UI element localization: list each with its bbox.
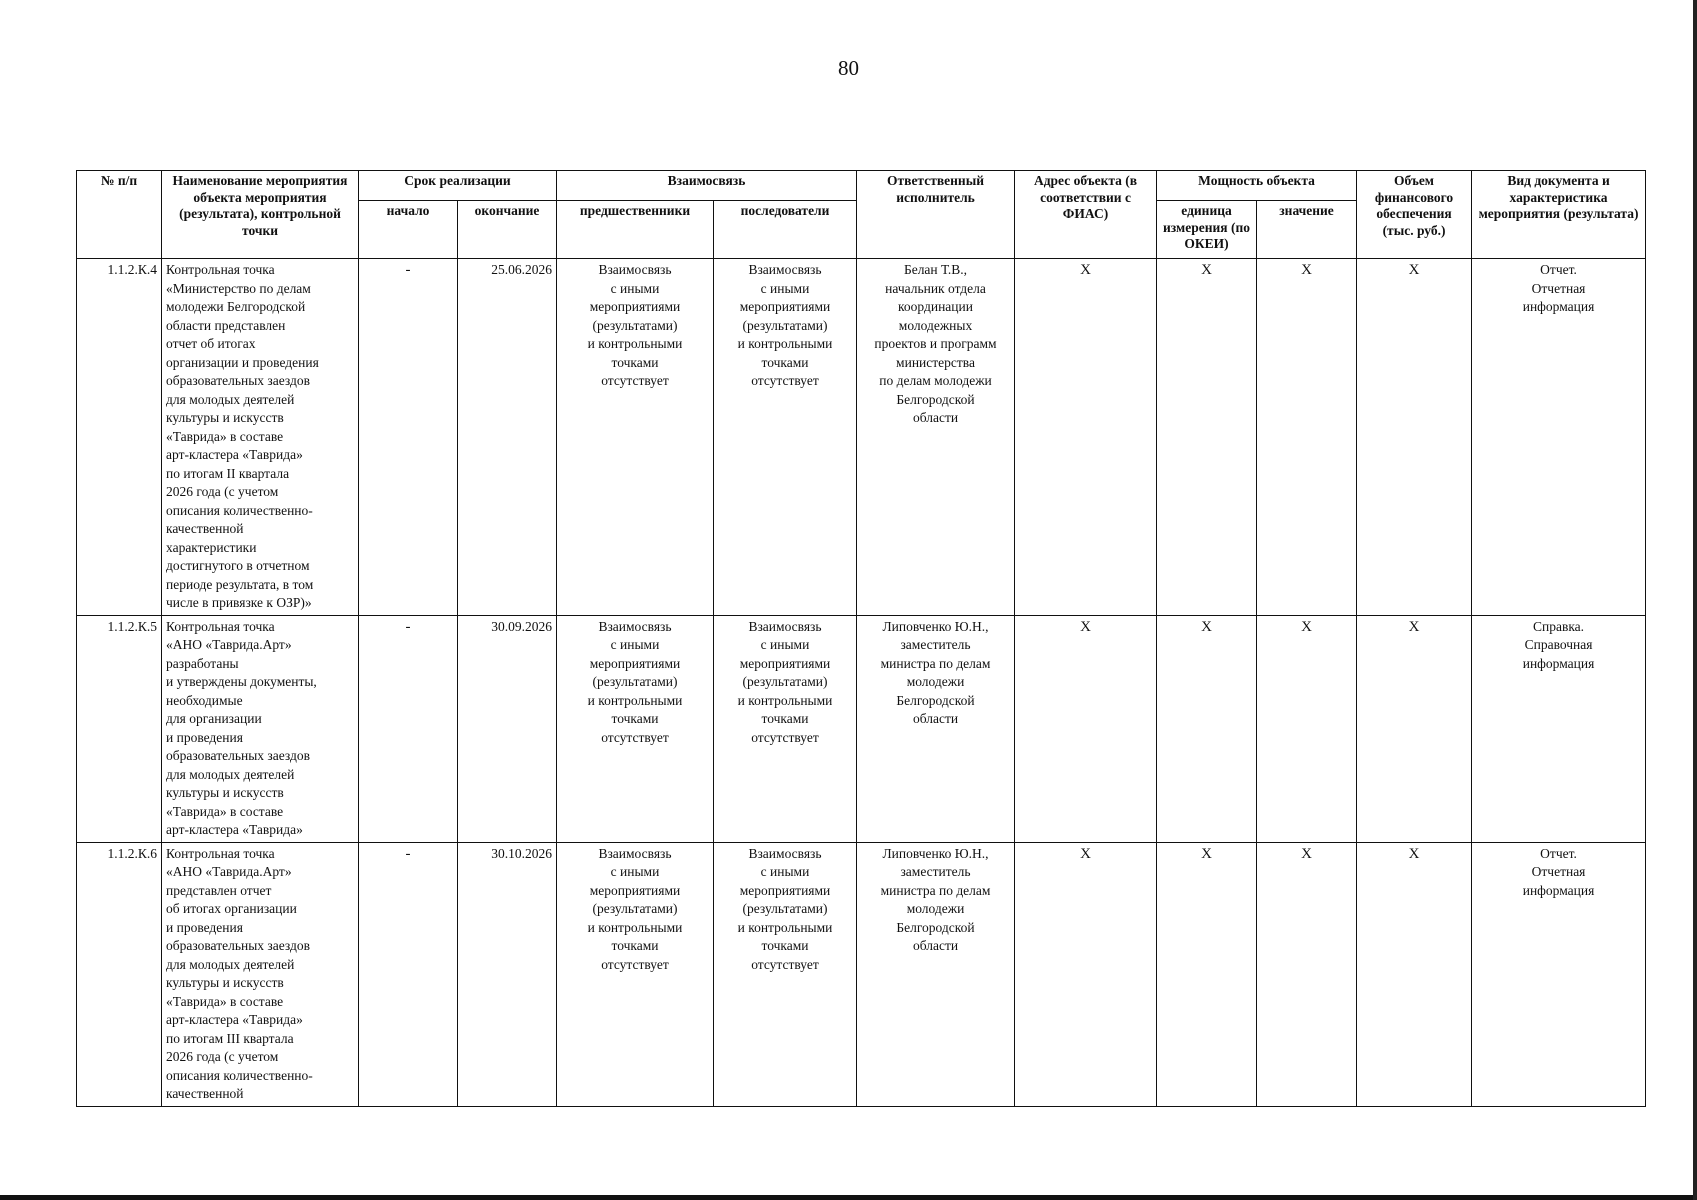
row-doc-type: Отчет. Отчетная информация [1472,842,1646,1106]
header-value: значение [1257,201,1357,259]
header-responsible: Ответственный исполнитель [857,171,1015,259]
header-name: Наименование мероприятия объекта мероприятия (результата), контрольной точки [162,171,359,259]
row-address: Х [1015,615,1157,842]
row-successors: Взаимосвязь с иными мероприятиями (результатами) и контрольными точками отсутствует [714,842,857,1106]
table-row [77,842,1646,1106]
row-num: 1.1.2.К.6 [77,842,162,1106]
row-value: Х [1257,259,1357,616]
row-name: Контрольная точка «АНО «Таврида.Арт» разработаны и утверждены документы, необходимые для организации и проведения образовательных заездов для молодых деятелей культуры и искусств «Таврида» в составе арт-кластера «Таврида» [162,615,359,842]
row-unit: Х [1157,615,1257,842]
row-unit: Х [1157,259,1257,616]
row-value: Х [1257,615,1357,842]
row-doc-type: Отчет. Отчетная информация [1472,259,1646,616]
row-start: - [359,259,458,616]
row-num: 1.1.2.К.5 [77,615,162,842]
table-row [77,615,1646,842]
row-num: 1.1.2.К.4 [77,259,162,616]
header-unit: единица измерения (по ОКЕИ) [1157,201,1257,259]
row-predecessors: Взаимосвязь с иными мероприятиями (результатами) и контрольными точками отсутствует [557,259,714,616]
row-successors: Взаимосвязь с иными мероприятиями (результатами) и контрольными точками отсутствует [714,259,857,616]
row-doc-type: Справка. Справочная информация [1472,615,1646,842]
row-responsible: Липовченко Ю.Н., заместитель министра по делам молодежи Белгородской области [857,615,1015,842]
row-funding: Х [1357,842,1472,1106]
header-num: № п/п [77,171,162,259]
table-header [77,171,1646,259]
row-start: - [359,615,458,842]
row-responsible: Белан Т.В., начальник отдела координации молодежных проектов и программ министерства по делам молодежи Белгородской области [857,259,1015,616]
row-predecessors: Взаимосвязь с иными мероприятиями (результатами) и контрольными точками отсутствует [557,615,714,842]
header-funding: Объем финансового обеспечения (тыс. руб.) [1357,171,1472,259]
header-successors: последователи [714,201,857,259]
row-value: Х [1257,842,1357,1106]
row-address: Х [1015,259,1157,616]
plan-table [76,170,1646,1107]
row-funding: Х [1357,615,1472,842]
header-relation: Взаимосвязь [557,171,857,201]
header-predecessors: предшественники [557,201,714,259]
table-row [77,259,1646,616]
row-successors: Взаимосвязь с иными мероприятиями (результатами) и контрольными точками отсутствует [714,615,857,842]
row-name: Контрольная точка «Министерство по делам молодежи Белгородской области представлен отчет об итогах организации и проведения образовательных заездов для молодых деятелей культуры и искусств «Таврида» в составе арт-кластера «Таврида» по итогам II квартала 2026 года (с учетом описания количественно- качественной характеристики достигнутого в отчетном периоде результата, в том числе в привязке к ОЗР)» [162,259,359,616]
page-number: 80 [838,56,859,80]
row-unit: Х [1157,842,1257,1106]
row-name: Контрольная точка «АНО «Таврида.Арт» представлен отчет об итогах организации и проведения образовательных заездов для молодых деятелей культуры и искусств «Таврида» в составе арт-кластера «Таврида» по итогам III квартала 2026 года (с учетом описания количественно- качественной [162,842,359,1106]
row-end: 30.10.2026 [458,842,557,1106]
header-address: Адрес объекта (в соответствии с ФИАС) [1015,171,1157,259]
header-period: Срок реализации [359,171,557,201]
row-start: - [359,842,458,1106]
row-funding: Х [1357,259,1472,616]
header-capacity: Мощность объекта [1157,171,1357,201]
row-end: 30.09.2026 [458,615,557,842]
row-responsible: Липовченко Ю.Н., заместитель министра по делам молодежи Белгородской области [857,842,1015,1106]
row-predecessors: Взаимосвязь с иными мероприятиями (результатами) и контрольными точками отсутствует [557,842,714,1106]
row-end: 25.06.2026 [458,259,557,616]
scan-edge-bottom [0,1195,1697,1200]
row-address: Х [1015,842,1157,1106]
header-end: окончание [458,201,557,259]
scan-edge-right [1693,0,1697,1200]
header-doc-type: Вид документа и характеристика мероприятия (результата) [1472,171,1646,259]
header-start: начало [359,201,458,259]
